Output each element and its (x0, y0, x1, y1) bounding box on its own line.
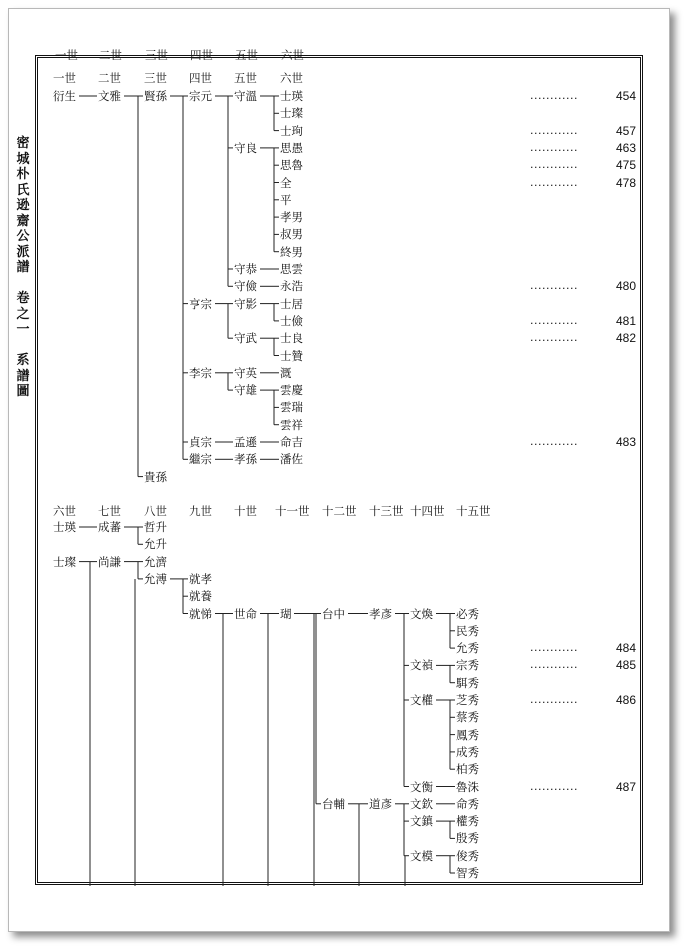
section2-header-3: 八世 (144, 504, 167, 518)
section2-person: 民秀 (456, 623, 479, 638)
section2-dot-leader: ............ (530, 693, 578, 706)
section1-person: 衍生 (53, 89, 76, 103)
side-title-char: 密 (16, 136, 30, 151)
section2-person: 文禎 (410, 658, 433, 673)
section1-dot-leader: ............ (530, 140, 578, 154)
section2-person: 道彥 (369, 796, 392, 811)
section2-person: 哲升 (144, 520, 167, 534)
side-title-char: 齋 (16, 213, 30, 229)
side-title-char: 譜 (16, 368, 30, 384)
section2-header-8: 十三世 (369, 504, 404, 518)
top-header-gen-6: 六世 (281, 48, 304, 62)
section1-person: 守英 (234, 365, 257, 380)
section2-header-9: 十四世 (410, 504, 445, 518)
section1-dot-leader: ............ (530, 175, 578, 189)
section2-person: 文煥 (410, 606, 433, 621)
section1-person: 繼宗 (189, 452, 212, 467)
section1-person: 雲瑞 (280, 400, 303, 415)
section1-person: 亨宗 (189, 296, 212, 311)
section2-header-10: 十五世 (456, 504, 491, 518)
section2-person: 就悌 (189, 606, 212, 621)
section2-person: 尚謙 (98, 554, 121, 569)
side-title-char: 卷 (16, 291, 30, 306)
section2-dot-leader: ............ (530, 779, 578, 793)
side-title-char: 派 (16, 244, 30, 260)
side-title-char: 公 (16, 229, 30, 244)
section1-person: 賢孫 (144, 89, 167, 103)
section2-page-ref: 486 (615, 693, 636, 707)
section2-person: 士璨 (53, 554, 76, 569)
side-title-char: 圖 (16, 384, 30, 399)
section2-person: 宗秀 (456, 658, 479, 673)
section1-person: 潘佐 (280, 452, 303, 467)
section1-person: 守武 (234, 331, 257, 346)
section2-person: 文衡 (410, 779, 433, 794)
side-title-char: 朴 (16, 167, 30, 182)
section2-person: 柏秀 (456, 762, 479, 777)
section1-page-ref: 482 (615, 331, 636, 346)
section1-person: 士居 (280, 296, 303, 311)
section2-dot-leader: ............ (530, 658, 578, 672)
top-header-gen-4: 四世 (190, 48, 213, 62)
section1-page-ref: 478 (615, 175, 636, 190)
section2-person: 鳳秀 (456, 727, 479, 742)
section2-person: 智秀 (456, 866, 479, 880)
section1-dot-leader: ............ (530, 313, 578, 327)
section1-person: 文雅 (98, 89, 121, 103)
section2-header-6: 十一世 (275, 504, 310, 518)
section1-page-ref: 481 (615, 313, 636, 328)
section2-person: 就孝 (189, 571, 212, 586)
side-title-char: 逊 (16, 198, 30, 213)
section1-dot-leader: ............ (530, 331, 578, 345)
section1-person: 士珣 (280, 123, 303, 138)
section1-dot-leader: ............ (530, 158, 578, 172)
top-header-gen-3: 三世 (145, 48, 168, 62)
section2-person: 文模 (410, 848, 433, 863)
section1-header-1: 一世 (53, 71, 76, 85)
section1-person: 思魯 (280, 158, 303, 173)
section2-person: 命秀 (456, 796, 479, 811)
section2-person: 士瑛 (53, 520, 76, 534)
section1-person: 終男 (280, 244, 303, 259)
section1-person: 宗元 (189, 89, 212, 103)
section2-header-4: 九世 (189, 504, 212, 518)
top-header-gen-5: 五世 (235, 48, 258, 62)
side-title-char: 譜 (16, 260, 30, 275)
section1-person: 士良 (280, 331, 303, 346)
section2-person: 允濟 (144, 554, 167, 569)
section2-person: 台輔 (322, 796, 345, 811)
section1-person: 孝男 (280, 210, 303, 225)
section2-page-ref: 485 (615, 658, 636, 673)
section2-person: 台中 (322, 606, 345, 621)
section1-header-3: 三世 (144, 71, 167, 85)
section1-person: 孟遜 (234, 435, 257, 449)
side-title-char: 系 (16, 353, 30, 368)
section2-person: 殷秀 (456, 831, 479, 846)
section2-person: 孝彥 (369, 606, 392, 621)
section2-person: 文欽 (410, 796, 433, 811)
section1-dot-leader: ............ (530, 89, 578, 102)
section1-person: 雲慶 (280, 383, 303, 398)
section2-header-1: 六世 (53, 504, 76, 518)
section2-person: 文鎮 (410, 814, 433, 829)
section2-header-7: 十二世 (322, 504, 357, 518)
section1-page-ref: 483 (615, 435, 636, 449)
section1-page-ref: 480 (615, 279, 636, 294)
section2-person: 瑚 (280, 606, 292, 621)
section2-header-2: 七世 (98, 504, 121, 518)
section1-person: 永浩 (280, 279, 303, 294)
side-title-char: 氏 (16, 182, 30, 198)
top-header-gen-2: 二世 (99, 48, 122, 62)
section1-person: 雲祥 (280, 417, 303, 432)
section2-page-ref: 484 (615, 641, 636, 656)
section1-person: 士贊 (280, 348, 303, 363)
side-title-char: 城 (16, 151, 30, 167)
section1-person: 叔男 (280, 227, 303, 242)
section1-person: 貞宗 (189, 435, 212, 449)
section2-person: 世命 (234, 606, 257, 621)
section2-person: 權秀 (456, 814, 479, 829)
section1-person: 命吉 (280, 435, 303, 449)
side-title-char: 一 (16, 322, 30, 337)
section1-header-2: 二世 (98, 71, 121, 85)
section1-header-5: 五世 (234, 71, 257, 85)
section2-person: 駬秀 (456, 675, 479, 690)
section1-person: 守儉 (234, 279, 257, 294)
section1-person: 平 (280, 192, 292, 207)
section2-person: 允升 (144, 537, 167, 552)
section2-person: 允秀 (456, 641, 479, 656)
section1-person: 守恭 (234, 262, 257, 276)
section1-person: 貴孫 (144, 469, 167, 484)
section1-page-ref: 475 (615, 158, 636, 173)
section2-page-ref: 487 (615, 779, 636, 794)
section1-person: 士瑛 (280, 89, 303, 103)
section2-person: 就養 (189, 589, 212, 604)
section2-person: 允溥 (144, 571, 167, 586)
top-header-gen-1: 一世 (55, 48, 78, 62)
section2-person: 必秀 (456, 606, 479, 621)
section1-header-4: 四世 (189, 71, 212, 85)
section1-person: 守影 (234, 296, 257, 311)
section1-person: 守雄 (234, 383, 257, 398)
section2-person: 俊秀 (456, 848, 479, 863)
section2-person: 魯洙 (456, 779, 479, 794)
section1-dot-leader: ............ (530, 123, 578, 137)
section1-person: 溉 (280, 365, 292, 380)
section1-dot-leader: ............ (530, 435, 578, 448)
section1-page-ref: 463 (615, 140, 636, 155)
section1-person: 守良 (234, 140, 257, 155)
section1-header-6: 六世 (280, 71, 303, 85)
section2-person: 成蕃 (98, 520, 121, 534)
section2-person: 蔡秀 (456, 710, 479, 725)
section1-dot-leader: ............ (530, 279, 578, 293)
section1-person: 守溫 (234, 89, 257, 103)
section1-person: 孝孫 (234, 452, 257, 467)
section1-person: 思愚 (280, 140, 303, 155)
side-title-char: 之 (16, 306, 30, 322)
section2-header-5: 十世 (234, 504, 257, 518)
section2-dot-leader: ............ (530, 641, 578, 655)
section2-person: 文權 (410, 693, 433, 707)
section1-person: 李宗 (189, 365, 212, 380)
section2-person: 芝秀 (456, 693, 479, 707)
section1-person: 全 (280, 175, 292, 190)
section1-person: 士璨 (280, 106, 303, 121)
section1-person: 士儉 (280, 313, 303, 328)
section1-person: 思雲 (280, 262, 303, 276)
section2-person: 成秀 (456, 744, 479, 759)
section1-page-ref: 457 (615, 123, 636, 138)
section1-page-ref: 454 (615, 89, 636, 103)
